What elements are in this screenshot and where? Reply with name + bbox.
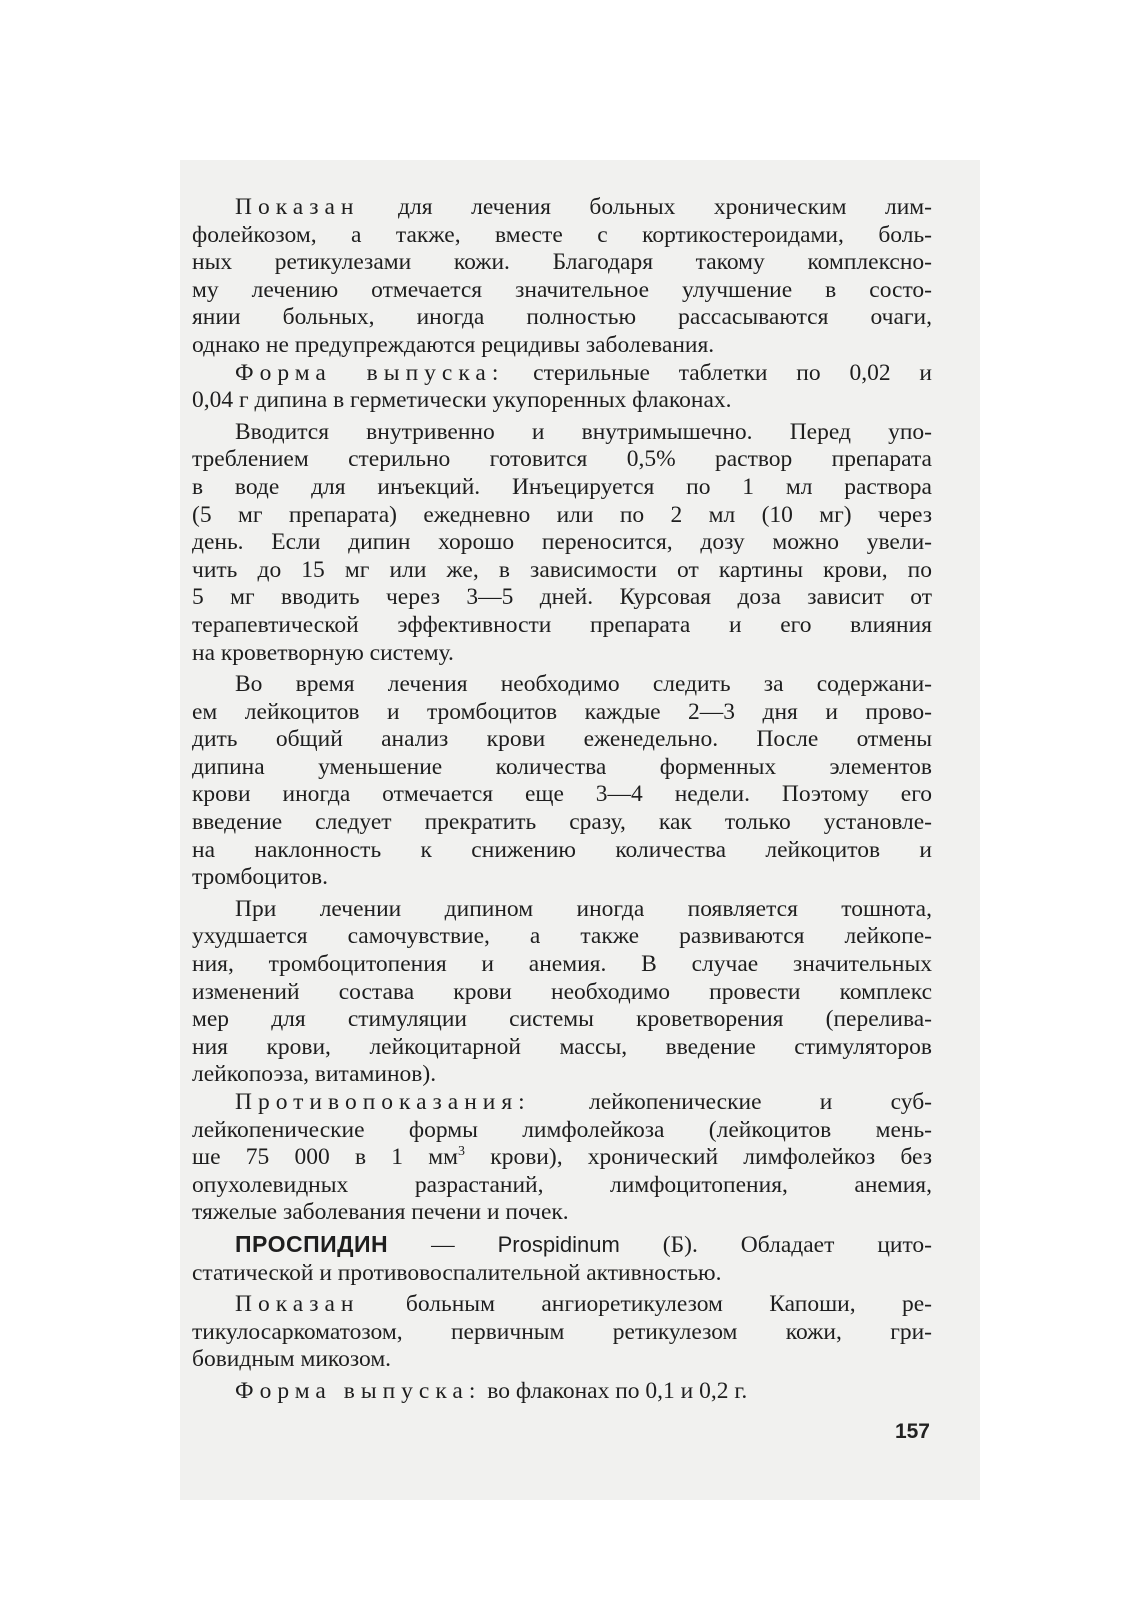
- text-line: ше 75 000 в 1 мм: [192, 1144, 459, 1171]
- text-line: 0,04 г дипина в герметически укупоренных флаконах.: [192, 387, 732, 414]
- text-line: опухолевидных разрастаний, лимфоцитопения, анемия,: [192, 1171, 932, 1198]
- entry-prospidin: [192, 1231, 932, 1287]
- superscript-cubed: 3: [458, 1144, 466, 1160]
- text-line: больным ангиоретикулезом Капоши, ре-: [359, 1291, 932, 1318]
- text-line: Вводится внутривенно и внутримышечно. Перед упо-: [235, 418, 932, 445]
- text-line: крови), хронический лимфолейкоз без: [465, 1144, 932, 1171]
- text-line: лейкопоэза, витаминов).: [192, 1061, 437, 1088]
- text-line: тикулосаркоматозом, первичным ретикулезом кожи, гри-: [192, 1318, 932, 1345]
- emphasis-release-form: Форма выпуска:: [235, 359, 505, 386]
- text-line: лейкопенические и суб-: [530, 1089, 932, 1115]
- text-line: день. Если дипин хорошо переносится, дозу можно увели-: [192, 529, 932, 556]
- drug-heading-prospidin: ПРОСПИДИН: [235, 1230, 389, 1257]
- text-line: Во время лечения необходимо следить за содержани-: [235, 671, 932, 698]
- paragraph-indication-dipin: [192, 194, 932, 360]
- text-line: треблением стерильно готовится 0,5% раствор препарата: [192, 446, 932, 473]
- emphasis-indicated: Показан: [235, 194, 360, 220]
- text-line: ем лейкоцитов и тромбоцитов каждые 2—3 дня и прово-: [192, 698, 932, 725]
- text-line: лейкопенические формы лимфолейкоза (лейкоцитов мень-: [192, 1116, 932, 1143]
- emphasis-contraindications: Противопоказания:: [235, 1089, 531, 1115]
- paragraph-contraindications: [192, 1089, 932, 1227]
- text-line: мер для стимуляции системы кроветворения (перелива-: [192, 1006, 932, 1033]
- text-line: ния крови, лейкоцитарной массы, введение стимуляторов: [192, 1033, 932, 1060]
- text-line: в воде для инъекций. Инъецируется по 1 мл раствора: [192, 473, 932, 500]
- text-line: статической и противовоспалительной активностью.: [192, 1259, 722, 1286]
- paragraph-indication-prospidin: [192, 1291, 932, 1374]
- text-line: тяжелые заболевания печени и почек.: [192, 1199, 569, 1226]
- text-line: для лечения больных хроническим лим-: [359, 194, 932, 220]
- text-line: во флаконах по 0,1 и 0,2 г.: [481, 1377, 748, 1404]
- text-line: крови иногда отмечается еще 3—4 недели. Поэтому его: [192, 781, 932, 808]
- paragraph-side-effects: [192, 896, 932, 1089]
- text-line: тромбоцитов.: [192, 864, 329, 891]
- paragraph-administration: [192, 419, 932, 667]
- page-number: 157: [894, 1420, 930, 1443]
- text-line: изменений состава крови необходимо провести комплекс: [192, 978, 932, 1005]
- latin-name: Prospidinum: [497, 1231, 620, 1257]
- paragraph-release-form-dipin: [192, 360, 932, 415]
- text-line: дить общий анализ крови еженедельно. После отмены: [192, 726, 932, 753]
- text-line: на кроветворную систему.: [192, 639, 454, 666]
- text-line: 5 мг вводить через 3—5 дней. Курсовая доза зависит от: [192, 584, 932, 611]
- paragraph-monitoring: [192, 671, 932, 892]
- text-line: терапевтической эффективности препарата и его влияния: [192, 611, 932, 638]
- emphasis-indicated: Показан: [235, 1291, 360, 1318]
- text-line: ных ретикулезами кожи. Благодаря такому комплексно-: [192, 249, 932, 276]
- text-line: на наклонность к снижению количества лейкоцитов и: [192, 836, 932, 863]
- text-line: дипина уменьшение количества форменных элементов: [192, 753, 932, 780]
- text-line: однако не предупреждаются рецидивы заболевания.: [192, 331, 715, 358]
- text-line: ния, тромбоцитопения и анемия. В случае значительных: [192, 951, 932, 978]
- text-line: фолейкозом, а также, вместе с кортикостероидами, боль-: [192, 221, 932, 248]
- text-line: введение следует прекратить сразу, как только установле-: [192, 809, 932, 836]
- text-line: чить до 15 мг или же, в зависимости от картины крови, по: [192, 556, 932, 583]
- text-line: При лечении дипином иногда появляется тошнота,: [235, 895, 932, 922]
- text-line: (5 мг препарата) ежедневно или по 2 мл (10 мг) через: [192, 501, 932, 528]
- text-line: янии больных, иногда полностью рассасываются очаги,: [192, 304, 932, 331]
- page-body: [192, 194, 932, 1406]
- text-line: ухудшается самочувствие, а также развиваются лейкопе-: [192, 923, 932, 950]
- paragraph-release-form-prospidin: [192, 1378, 932, 1406]
- text-line: (Б). Обладает цито-: [619, 1231, 933, 1258]
- emphasis-release-form: Форма выпуска:: [235, 1377, 482, 1404]
- text-line: стерильные таблетки по 0,02 и: [504, 359, 932, 386]
- em-dash: —: [388, 1231, 498, 1258]
- text-line: му лечению отмечается значительное улучшение в состо-: [192, 276, 932, 303]
- text-line: бовидным микозом.: [192, 1346, 392, 1373]
